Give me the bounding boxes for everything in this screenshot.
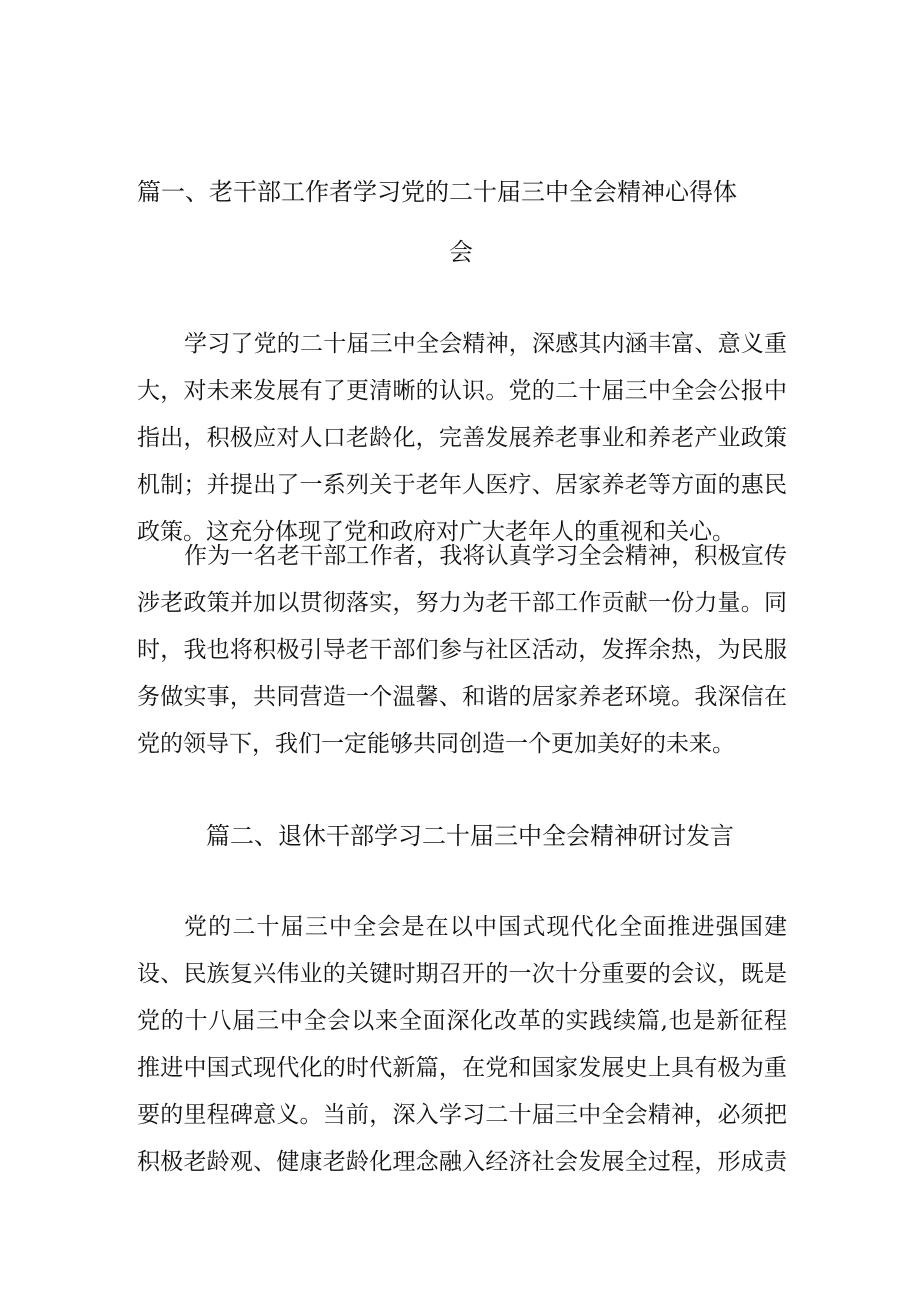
- paragraph-line: 设、民族复兴伟业的关键时期召开的一次十分重要的会议，既是: [137, 961, 787, 987]
- paragraph-line: 党的领导下，我们一定能够共同创造一个更加美好的未来。: [137, 731, 735, 757]
- paragraph-line: 时，我也将积极引导老干部们参与社区活动，发挥余热，为民服: [137, 637, 787, 663]
- section1-title-line2: 会: [449, 238, 473, 266]
- paragraph-line: 党的二十届三中全会是在以中国式现代化全面推进强国建: [184, 914, 787, 940]
- paragraph-line: 涉老政策并加以贯彻落实，努力为老干部工作贡献一份力量。同: [137, 590, 787, 616]
- section2-paragraph-1: [137, 904, 787, 1186]
- paragraph-line: 机制；并提出了一系列关于老年人医疗、居家养老等方面的惠民: [137, 472, 787, 498]
- paragraph-line: 推进中国式现代化的时代新篇，在党和国家发展史上具有极为重: [137, 1055, 787, 1081]
- paragraph-line: 政策。这充分体现了党和政府对广大老年人的重视和关心。: [137, 519, 735, 545]
- section1-paragraph-1: [137, 321, 787, 556]
- paragraph-line: 要的里程碑意义。当前，深入学习二十届三中全会精神，必须把: [137, 1102, 787, 1128]
- paragraph-line: 指出，积极应对人口老龄化，完善发展养老事业和养老产业政策: [137, 425, 787, 451]
- paragraph-line: 积极老龄观、健康老龄化理念融入经济社会发展全过程，形成责: [137, 1149, 787, 1175]
- section2-title: 篇二、退休干部学习二十届三中全会精神研讨发言: [206, 822, 734, 850]
- paragraph-line: 党的十八届三中全会以来全面深化改革的实践续篇,也是新征程: [137, 1008, 787, 1034]
- paragraph-line: 务做实事，共同营造一个温馨、和谐的居家养老环境。我深信在: [137, 684, 787, 710]
- section1-title-line1: 篇一、老干部工作者学习党的二十届三中全会精神心得体: [137, 178, 737, 206]
- section1-paragraph-2: [137, 533, 787, 768]
- paragraph-line: 大，对未来发展有了更清晰的认识。党的二十届三中全会公报中: [137, 378, 787, 404]
- paragraph-line: 学习了党的二十届三中全会精神，深感其内涵丰富、意义重: [184, 331, 787, 357]
- paragraph-line: 作为一名老干部工作者，我将认真学习全会精神，积极宣传: [184, 543, 787, 569]
